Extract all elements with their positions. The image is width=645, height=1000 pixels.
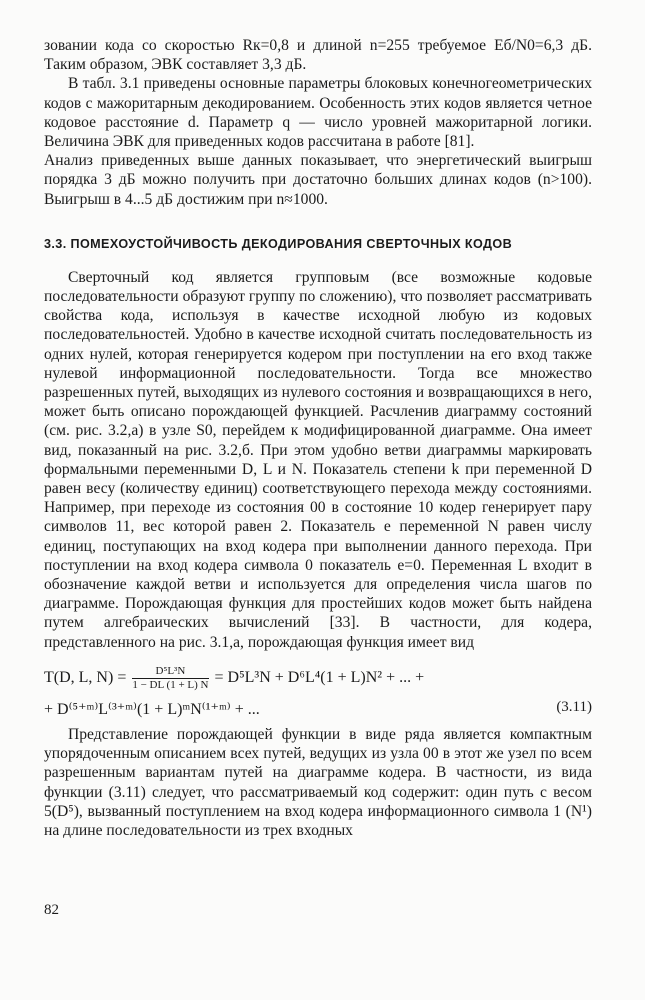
- equation-number: (3.11): [556, 698, 592, 715]
- paragraph-generating-function: Представление порождающей функции в виде ряда является компактным упорядоченным описанием всех путей, ведущих из узла 00 в этот же узел по всем разрешенным вариантам путей на диаграмме кодера. В частности, из вида функции (3.11) следует, что рассматриваемый код содержит: один путь с весом 5(D⁵), вызванный поступлением на вход кодера информационного символа 1 (N¹) на длине последовательности из трех входных: [44, 725, 592, 839]
- paragraph-convolutional-code: Сверточный код является групповым (все возможные кодовые последовательности образуют группу по сложению), что позволяет рассматривать свойства кода, используя в качестве исходной любую из кодовых последовательностей. Удобно в качестве исходной считать последовательность из одних нулей, которая генерируется кодером при поступлении на его вход также нулевой информационной последовательности. Тогда все множество разрешенных путей, выходящих из нулевого состояния и возвращающихся в него, может быть описано порождающей функцией. Расчленив диаграмму состояний (см. рис. 3.2,а) в узле S0, перейдем к модифицированной диаграмме. Она имеет вид, показанный на рис. 3.2,б. При этом удобно ветви диаграммы маркировать формальными переменными D, L и N. Показатель степени k при переменной D равен весу (количеству единиц) соответствующего перехода между состояниями. Например, при переходе из состояния 00 в состояние 10 кодер генерирует пару символов 11, вес которой равен 2. Показатель e переменной N равен числу единиц, поступающих на вход кодера при выполнении данного перехода. При поступлении на вход кодера символа 0 показатель e=0. Переменная L входит в обозначение каждой ветви и используется для определения числа шагов по диаграмме. Порождающая функция для простейших кодов может быть найдена путем алгебраических вычислений [33]. В частности, для кодера, представленного на рис. 3.1,а, порождающая функция имеет вид: [44, 268, 592, 651]
- equation-rhs: = D⁵L³N + D⁶L⁴(1 + L)N² + ... +: [214, 669, 425, 687]
- paragraph-table-description: В табл. 3.1 приведены основные параметры блоковых конечногеометрических кодов с мажоритарным декодированием. Особенность этих кодов является четное кодовое расстояние d. Параметр q — число уровней мажоритарной логики. Величина ЭВК для приведенных кодов рассчитана в работе [81].: [44, 75, 592, 151]
- paragraph-continuation: зовании кода со скоростью Rк=0,8 и длиной n=255 требуемое Eб/N0=6,3 дБ. Таким образом, ЭВК составляет 3,3 дБ.: [44, 37, 592, 74]
- fraction-numerator: D⁵L³N: [132, 665, 208, 679]
- fraction-denominator: 1 − DL (1 + L) N: [132, 678, 209, 691]
- section-heading: 3.3. ПОМЕХОУСТОЙЧИВОСТЬ ДЕКОДИРОВАНИЯ СВЕРТОЧНЫХ КОДОВ: [44, 236, 513, 251]
- page-number: 82: [44, 902, 59, 918]
- equation-line-2: + D⁽⁵⁺ᵐ⁾L⁽³⁺ᵐ⁾(1 + L)ᵐN⁽¹⁺ᵐ⁾ + ...: [44, 700, 260, 718]
- equation-line-1: [44, 665, 424, 692]
- equation-fraction: [132, 665, 208, 692]
- equation-3-11: [44, 657, 592, 719]
- equation-lhs: T(D, L, N) =: [44, 669, 127, 687]
- paragraph-analysis: Анализ приведенных выше данных показывает, что энергетический выигрыш порядка 3 дБ можно получить при достаточно больших длинах кодов (n>100). Выигрыш в 4...5 дБ достижим при n≈1000.: [44, 152, 592, 208]
- page-content: [44, 36, 592, 840]
